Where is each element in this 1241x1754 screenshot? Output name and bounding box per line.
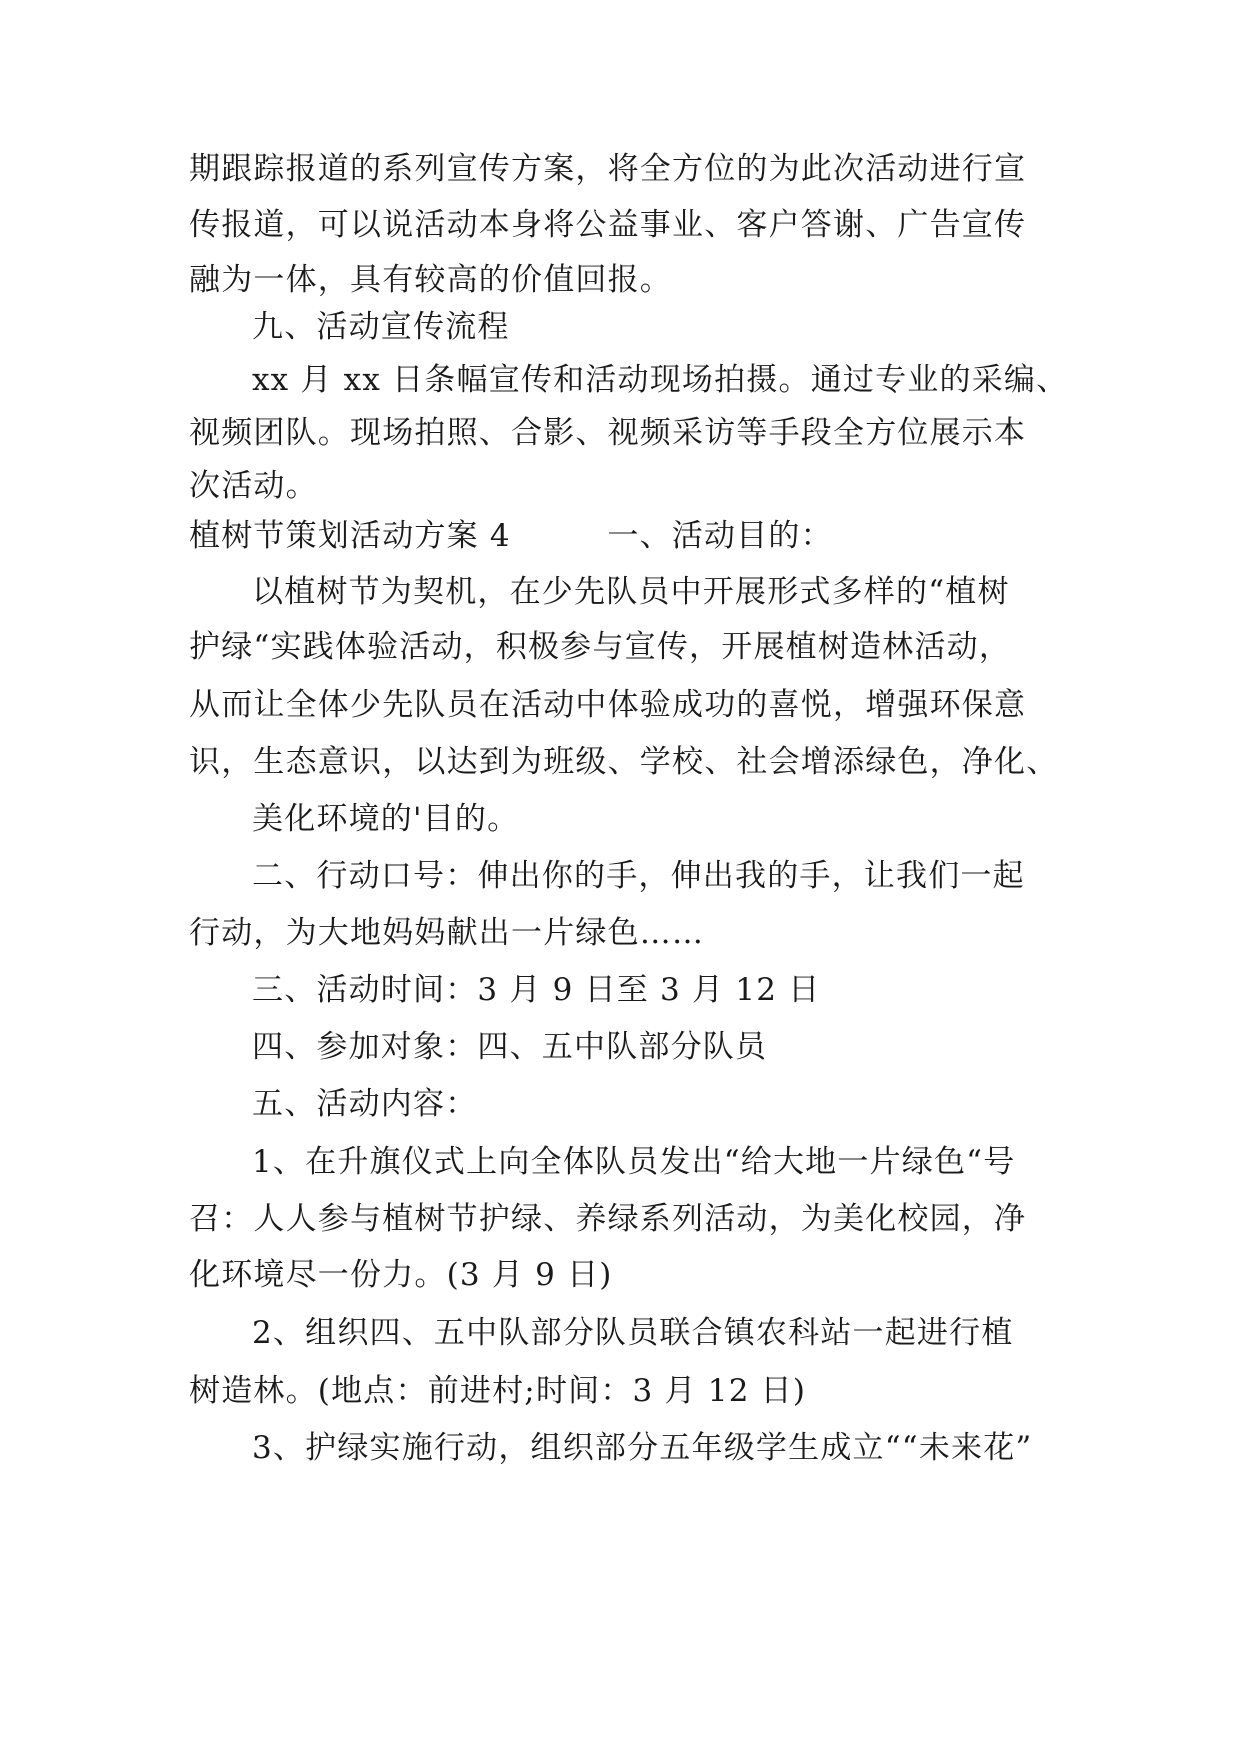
text-line: 二、行动口号：伸出你的手，伸出我的手，让我们一起 bbox=[252, 858, 1025, 894]
text-line: 从而让全体少先队员在活动中体验成功的喜悦，增强环保意 bbox=[189, 687, 1027, 723]
section-heading: 九、活动宣传流程 bbox=[252, 309, 510, 345]
text-line: 传报道，可以说活动本身将公益事业、客户答谢、广告宣传 bbox=[189, 207, 1027, 243]
text-line: 召：人人参与植树节护绿、养绿系列活动，为美化校园，净 bbox=[189, 1201, 1027, 1237]
text-line: 四、参加对象：四、五中队部分队员 bbox=[252, 1029, 768, 1065]
text-line: 次活动。 bbox=[189, 468, 318, 504]
text-line: 护绿“实践体验活动，积极参与宣传，开展植树造林活动， bbox=[189, 629, 1012, 665]
section-heading: 五、活动内容： bbox=[252, 1086, 478, 1122]
text-line: 视频团队。现场拍照、合影、视频采访等手段全方位展示本 bbox=[189, 415, 1027, 451]
text-line: 树造林。(地点：前进村;时间：3 月 12 日) bbox=[189, 1373, 807, 1409]
text-line: 3、护绿实施行动，组织部分五年级学生成立““未来花” bbox=[252, 1430, 1033, 1466]
text-line: 2、组织四、五中队部分队员联合镇农科站一起进行植 bbox=[252, 1315, 1014, 1351]
document-title-line: 植树节策划活动方案 4 一、活动目的： bbox=[189, 518, 833, 554]
text-line: 以植树节为契机，在少先队员中开展形式多样的“植树 bbox=[252, 574, 1010, 610]
text-line: 融为一体，具有较高的价值回报。 bbox=[189, 262, 672, 298]
text-line: 1、在升旗仪式上向全体队员发出“给大地一片绿色“号 bbox=[252, 1144, 1016, 1180]
text-line: xx 月 xx 日条幅宣传和活动现场拍摄。通过专业的采编、 bbox=[252, 362, 1069, 398]
text-line: 期跟踪报道的系列宣传方案，将全方位的为此次活动进行宣 bbox=[189, 151, 1027, 187]
text-line: 三、活动时间：3 月 9 日至 3 月 12 日 bbox=[252, 972, 821, 1008]
text-line: 美化环境的'目的。 bbox=[252, 801, 520, 837]
text-line: 行动，为大地妈妈献出一片绿色…… bbox=[189, 915, 705, 951]
text-line: 化环境尽一份力。(3 月 9 日) bbox=[189, 1257, 613, 1293]
text-line: 识，生态意识，以达到为班级、学校、社会增添绿色，净化、 bbox=[189, 744, 1059, 780]
